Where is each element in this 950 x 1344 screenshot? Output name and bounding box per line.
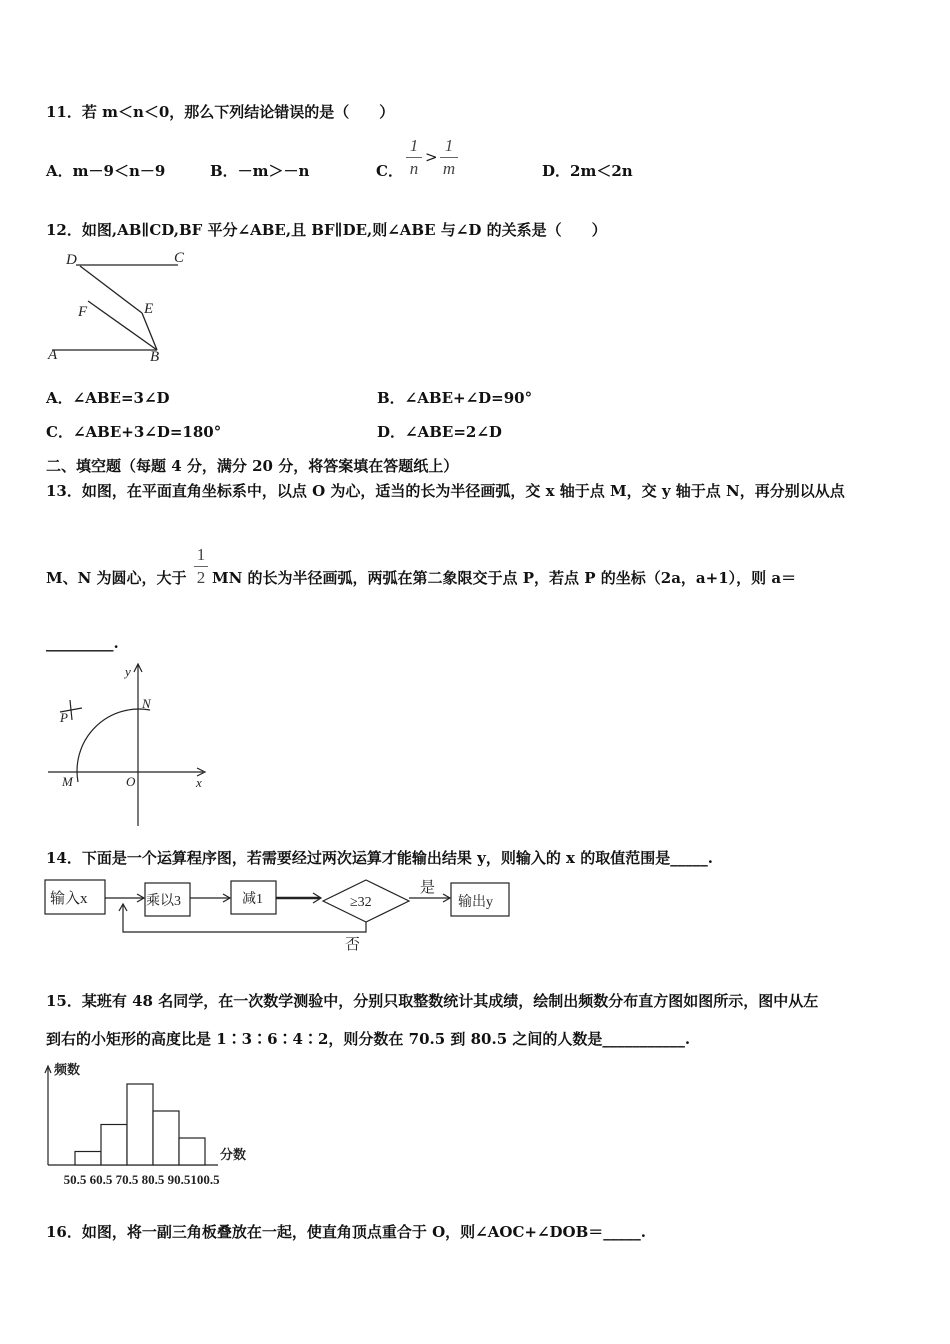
flow-condition-label: ≥32 — [350, 895, 372, 910]
flow-subtract-label: 减1 — [242, 892, 263, 907]
label-n: N — [142, 696, 151, 711]
q13-answer-blank: _________. — [46, 634, 119, 652]
flow-yes-label: 是 — [420, 880, 436, 896]
axis-x-label: x — [196, 775, 202, 790]
section-2-heading: 二、填空题（每题 4 分，满分 20 分，将答案填在答题纸上） — [46, 457, 459, 475]
histogram-tick-label: 60.5 — [89, 1172, 113, 1187]
flow-input-label: 输入x — [50, 891, 88, 907]
label-b: B — [150, 349, 160, 365]
label-e: E — [144, 301, 154, 317]
flow-output-label: 输出y — [458, 895, 493, 910]
q11-option-b: B．－m＞－n — [210, 162, 310, 180]
q11-option-a: A．m－9＜n－9 — [46, 162, 166, 180]
histogram-tick-label: 90.5 — [167, 1172, 191, 1187]
histogram-bar — [153, 1111, 179, 1165]
flow-multiply-label: 乘以3 — [146, 894, 181, 909]
q16-stem: 16．如图，将一副三角板叠放在一起，使直角顶点重合于 O，则∠AOC+∠DOB＝_____. — [46, 1223, 646, 1241]
q14-stem: 14．下面是一个运算程序图，若需要经过两次运算才能输出结果 y，则输入的 x 的取值范围是_____. — [46, 849, 713, 867]
label-a: A — [48, 347, 58, 363]
axis-y-label: y — [125, 664, 131, 679]
q12-option-a: A．∠ABE=3∠D — [46, 389, 170, 407]
q12-option-b: B．∠ABE+∠D=90° — [377, 389, 533, 407]
histogram-tick-label: 100.5 — [190, 1172, 220, 1187]
q12-stem: 12．如图,AB∥CD,BF 平分∠ABE,且 BF∥DE,则∠ABE 与∠D 的关系是（ ） — [46, 221, 607, 239]
q13-line1: 13．如图，在平面直角坐标系中，以点 O 为心，适当的长为半径画弧，交 x 轴于点 M，交 y 轴于点 N，再分别以从点 — [46, 482, 845, 500]
histogram-bar — [75, 1152, 101, 1166]
label-o: O — [126, 774, 136, 789]
histogram-tick-label: 50.5 — [63, 1172, 87, 1187]
q11-fraction-1n: 1 n — [406, 136, 422, 179]
q12-option-c: C．∠ABE+3∠D=180° — [46, 423, 222, 441]
q12-option-d: D．∠ABE=2∠D — [377, 423, 502, 441]
histogram-tick-label: 70.5 — [115, 1172, 139, 1187]
histogram-bar — [179, 1138, 205, 1165]
q13-line2-b: MN 的长为半径画弧，两弧在第二象限交于点 P，若点 P 的坐标（2a，a+1），则 a＝ — [212, 569, 797, 587]
q15-line1: 15．某班有 48 名同学，在一次数学测验中，分别只取整数统计其成绩，绘制出频数分布直方图如图所示，图中从左 — [46, 992, 819, 1010]
histogram-x-label: 分数 — [220, 1147, 247, 1162]
histogram-bar — [127, 1084, 153, 1165]
histogram-bar — [101, 1125, 127, 1166]
label-f: F — [78, 304, 88, 320]
q11-stem: 11．若 m＜n＜0，那么下列结论错误的是（ ） — [46, 103, 395, 121]
histogram-y-label: 频数 — [54, 1062, 81, 1077]
q11-option-d: D．2m＜2n — [542, 162, 633, 180]
q11-fraction-1m: 1 m — [440, 136, 458, 179]
label-m: M — [62, 774, 73, 789]
label-p: P — [60, 710, 68, 725]
q15-line2: 到右的小矩形的高度比是 1∶3∶6∶4∶2，则分数在 70.5 到 80.5 之间的人数是___________. — [46, 1030, 691, 1048]
flow-no-label: 否 — [345, 937, 361, 953]
q11-greater-sign: > — [425, 148, 438, 166]
q11-option-c-label: C． — [376, 162, 403, 180]
label-c: C — [174, 250, 185, 266]
q13-fraction-half: 1 2 — [194, 545, 208, 588]
histogram-tick-label: 80.5 — [141, 1172, 165, 1187]
q13-line2-a: M、N 为圆心，大于 — [46, 569, 187, 587]
label-d: D — [66, 252, 77, 268]
